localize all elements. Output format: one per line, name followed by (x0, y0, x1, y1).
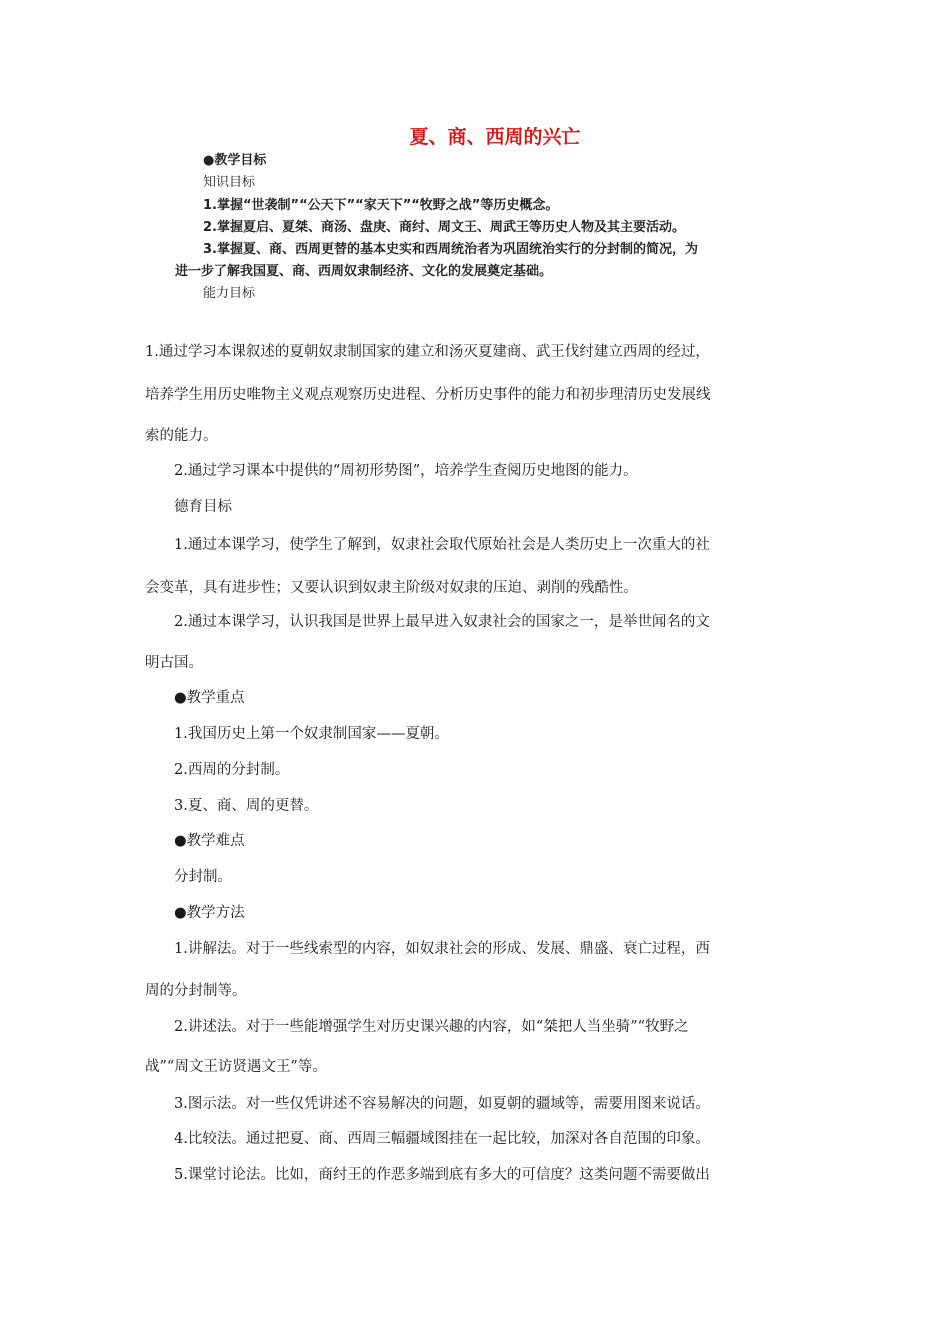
section-heading: ●教学难点 (174, 833, 245, 849)
body-line: 索的能力。 (145, 428, 218, 444)
embedded-line: 知识目标 (203, 175, 256, 190)
body-line: 1.我国历史上第一个奴隶制国家——夏朝。 (174, 726, 449, 742)
body-line: 1.讲解法。对于一些线索型的内容，如奴隶社会的形成、发展、鼎盛、衰亡过程，西 (174, 941, 710, 957)
embedded-objectives-image (0, 150, 950, 310)
embedded-line: 2.掌握夏启、夏桀、商汤、盘庚、商纣、周文王、周武王等历史人物及其主要活动。 (203, 220, 685, 235)
embedded-line: 能力目标 (203, 286, 256, 301)
body-line: 4.比较法。通过把夏、商、西周三幅疆域图挂在一起比较，加深对各自范围的印象。 (174, 1131, 710, 1147)
body-line: 2.西周的分封制。 (174, 762, 290, 778)
embedded-line: 进一步了解我国夏、商、西周奴隶制经济、文化的发展奠定基础。 (175, 264, 553, 279)
section-heading: ●教学方法 (174, 905, 245, 921)
section-label: 德育目标 (174, 499, 232, 515)
body-line: 5.课堂讨论法。比如，商纣王的作恶多端到底有多大的可信度？这类问题不需要做出 (174, 1167, 710, 1183)
body-line: 2.通过学习课本中提供的“周初形势图”，培养学生查阅历史地图的能力。 (174, 463, 638, 479)
document-title: 夏、商、西周的兴亡 (409, 126, 581, 148)
body-line: 明古国。 (145, 655, 203, 671)
body-line: 分封制。 (174, 869, 232, 885)
body-line: 3.图示法。对一些仅凭讲述不容易解决的问题，如夏朝的疆域等，需要用图来说话。 (174, 1096, 710, 1112)
body-line: 1.通过本课学习，使学生了解到，奴隶社会取代原始社会是人类历史上一次重大的社 (174, 537, 710, 553)
body-line: 会变革，具有进步性；又要认识到奴隶主阶级对奴隶的压迫、剥削的残酷性。 (145, 580, 638, 596)
body-line: 战”“周文王访贤遇文王”等。 (145, 1059, 327, 1075)
body-line: 2.通过本课学习，认识我国是世界上最早进入奴隶社会的国家之一，是举世闻名的文 (174, 614, 710, 630)
section-heading: ●教学重点 (174, 690, 245, 706)
embedded-line: 3.掌握夏、商、西周更替的基本史实和西周统治者为巩固统治实行的分封制的简况，为 (203, 242, 698, 257)
embedded-line: 1.掌握“世袭制”“公天下”“家天下”“牧野之战”等历史概念。 (203, 198, 559, 213)
embedded-line: ●教学目标 (203, 153, 267, 168)
body-line: 周的分封制等。 (145, 983, 247, 999)
body-line: 3.夏、商、周的更替。 (174, 798, 319, 814)
body-line: 2.讲述法。对于一些能增强学生对历史课兴趣的内容，如“桀把人当坐骑”“牧野之 (174, 1019, 689, 1035)
body-line: 1.通过学习本课叙述的夏朝奴隶制国家的建立和汤灭夏建商、武王伐纣建立西周的经过， (145, 344, 710, 360)
body-line: 培养学生用历史唯物主义观点观察历史进程、分析历史事件的能力和初步理清历史发展线 (145, 387, 711, 403)
